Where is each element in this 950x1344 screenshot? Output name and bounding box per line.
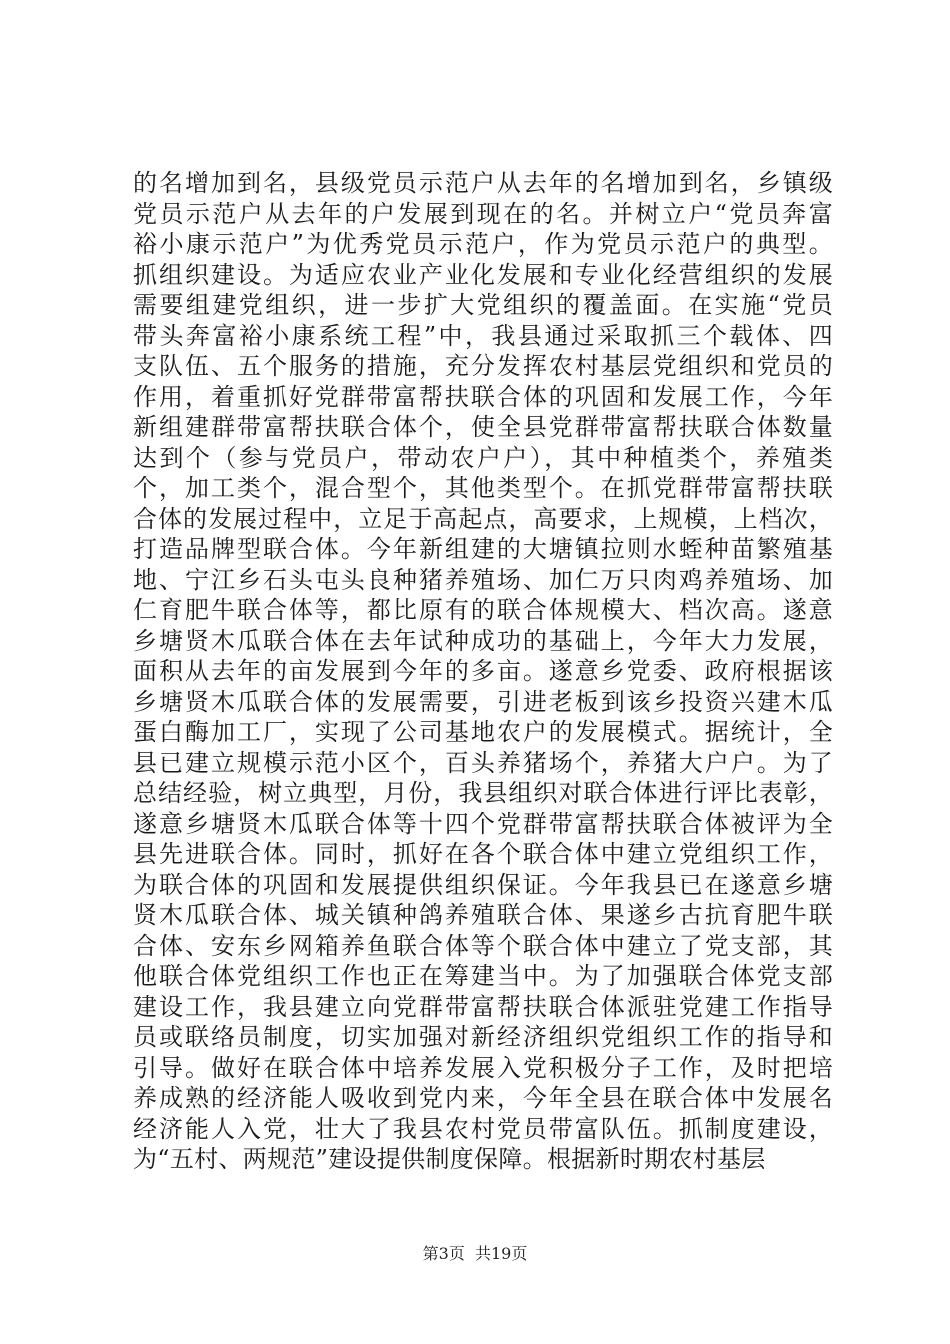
- text-line: 总结经验，树立典型，月份，我县组织对联合体进行评比表彰，: [133, 779, 833, 807]
- page-number: 第3页 共19页: [422, 1244, 528, 1263]
- body-text: [133, 168, 833, 1175]
- text-line: 县已建立规模示范小区个，百头养猪场个，养猪大户户。为了: [133, 748, 833, 777]
- text-line: 的名增加到名，县级党员示范户从去年的名增加到名，乡镇级: [133, 169, 833, 197]
- text-line: 经济能人入党，壮大了我县农村党员带富队伍。抓制度建设，: [133, 1114, 833, 1143]
- text-line: 新组建群带富帮扶联合体个，使全县党群带富帮扶联合体数量: [133, 413, 833, 441]
- text-line: 裕小康示范户”为优秀党员示范户，作为党员示范户的典型。: [133, 230, 833, 258]
- text-line: 为“五村、两规范”建设提供制度保障。根据新时期农村基层: [133, 1145, 766, 1173]
- text-line: 他联合体党组织工作也正在筹建当中。为了加强联合体党支部: [133, 962, 833, 990]
- text-line: 建设工作，我县建立向党群带富帮扶联合体派驻党建工作指导: [133, 992, 833, 1021]
- text-line: 合体的发展过程中，立足于高起点，高要求，上规模，上档次，: [133, 504, 833, 533]
- text-line: 引导。做好在联合体中培养发展入党积极分子工作，及时把培: [133, 1053, 833, 1082]
- page-footer: [0, 1244, 950, 1264]
- text-line: 支队伍、五个服务的措施，充分发挥农村基层党组织和党员的: [133, 352, 833, 380]
- text-line: 贤木瓜联合体、城关镇种鸽养殖联合体、果遂乡古抗育肥牛联: [133, 901, 833, 929]
- text-line: 达到个（参与党员户，带动农户户），其中种植类个，养殖类: [133, 443, 833, 472]
- text-line: 乡塘贤木瓜联合体在去年试种成功的基础上，今年大力发展，: [133, 626, 833, 655]
- text-line: 带头奔富裕小康系统工程”中，我县通过采取抓三个载体、四: [133, 321, 833, 350]
- text-line: 养成熟的经济能人吸收到党内来，今年全县在联合体中发展名: [133, 1084, 833, 1112]
- text-line: 乡塘贤木瓜联合体的发展需要，引进老板到该乡投资兴建木瓜: [133, 687, 833, 716]
- text-line: 打造品牌型联合体。今年新组建的大塘镇拉则水蛭种苗繁殖基: [133, 535, 833, 563]
- text-line: 为联合体的巩固和发展提供组织保证。今年我县已在遂意乡塘: [133, 870, 833, 899]
- text-line: 员或联络员制度，切实加强对新经济组织党组织工作的指导和: [133, 1023, 833, 1051]
- text-line: 抓组织建设。为适应农业产业化发展和专业化经营组织的发展: [133, 260, 833, 289]
- text-line: 面积从去年的亩发展到今年的多亩。遂意乡党委、政府根据该: [133, 657, 833, 685]
- text-line: 蛋白酶加工厂，实现了公司基地农户的发展模式。据统计，全: [133, 718, 833, 746]
- text-line: 党员示范户从去年的户发展到现在的名。并树立户“党员奔富: [133, 199, 833, 228]
- text-line: 地、宁江乡石头屯头良种猪养殖场、加仁万只肉鸡养殖场、加: [133, 565, 833, 594]
- text-line: 县先进联合体。同时，抓好在各个联合体中建立党组织工作，: [133, 840, 833, 868]
- text-line: 仁育肥牛联合体等，都比原有的联合体规模大、档次高。遂意: [133, 596, 833, 624]
- text-line: 需要组建党组织，进一步扩大党组织的覆盖面。在实施“党员: [133, 291, 833, 319]
- text-line: 个，加工类个，混合型个，其他类型个。在抓党群带富帮扶联: [133, 474, 833, 502]
- text-line: 遂意乡塘贤木瓜联合体等十四个党群带富帮扶联合体被评为全: [133, 809, 833, 838]
- text-line: 作用，着重抓好党群带富帮扶联合体的巩固和发展工作，今年: [133, 382, 833, 411]
- text-line: 合体、安东乡网箱养鱼联合体等个联合体中建立了党支部，其: [133, 931, 833, 960]
